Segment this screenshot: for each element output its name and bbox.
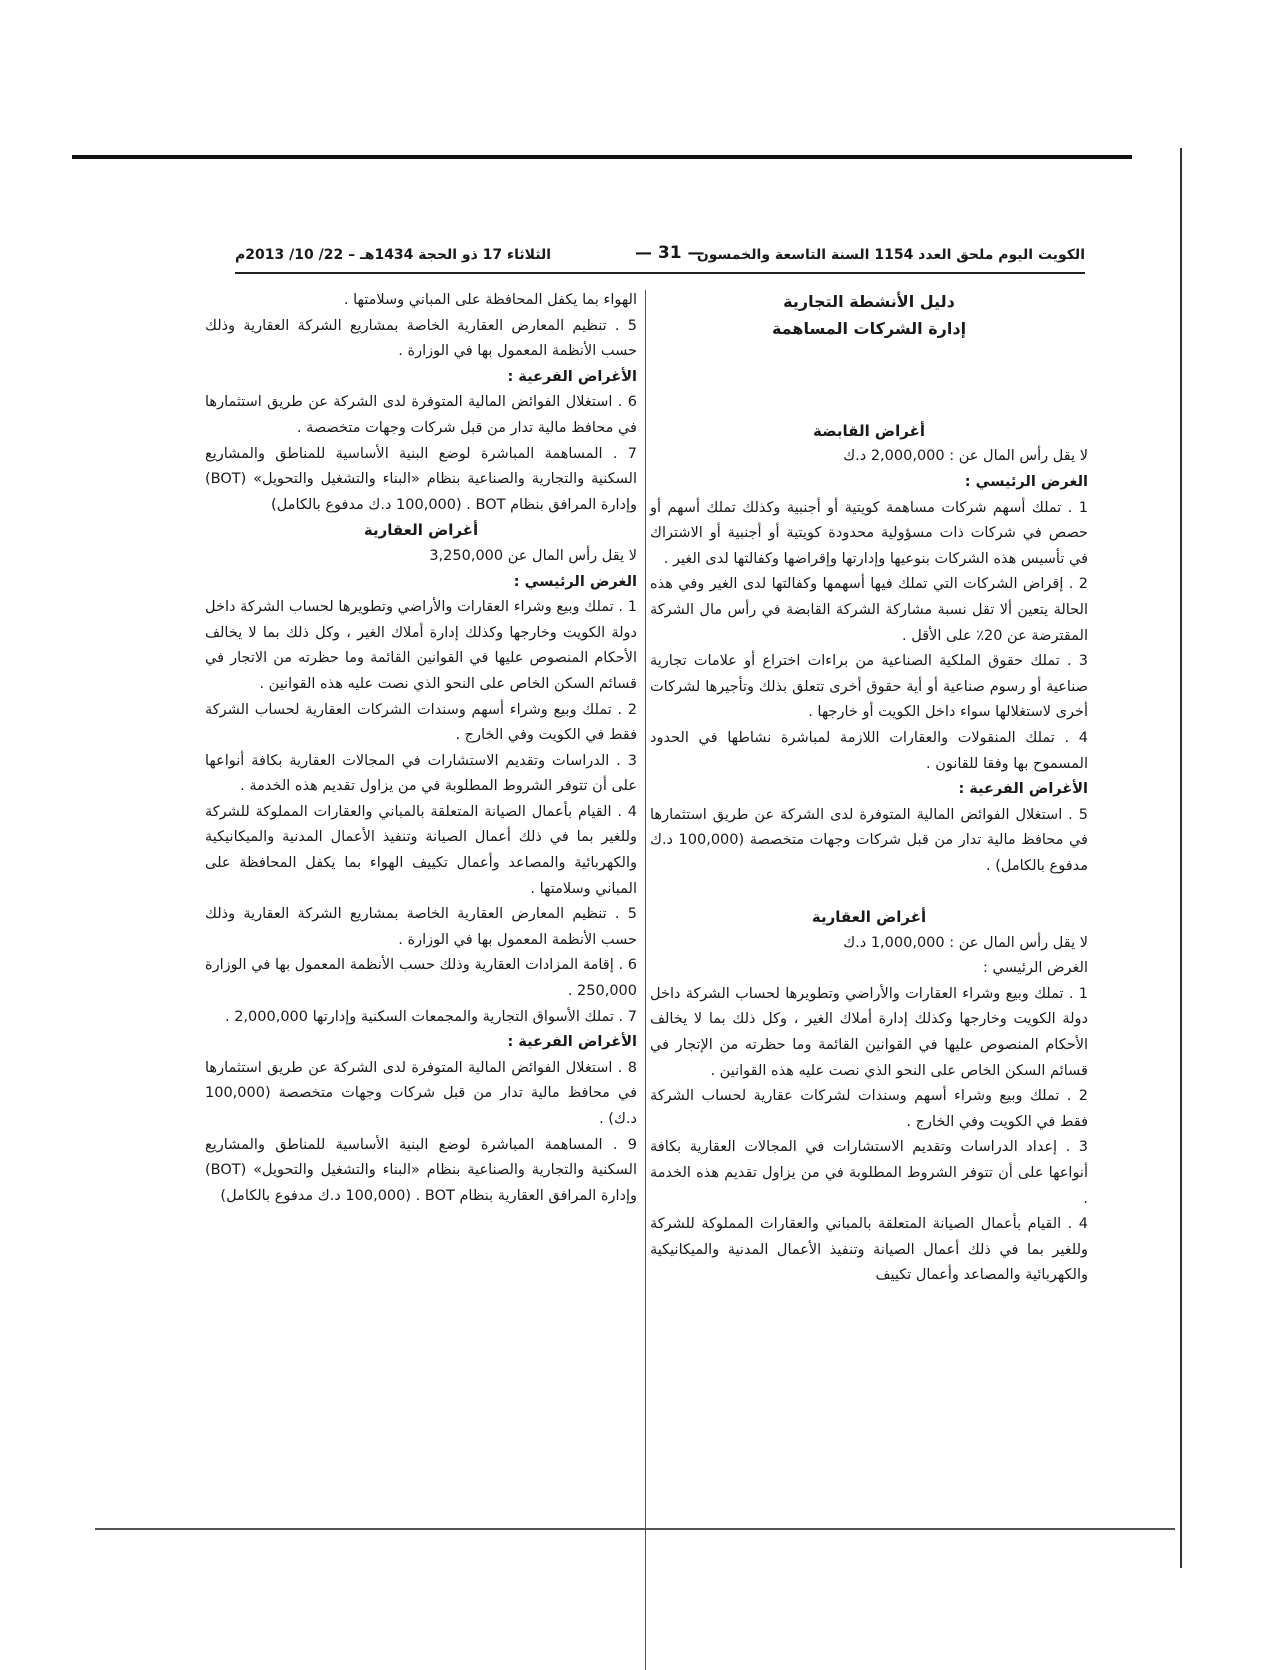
sub-purposes-heading: الأغراض الفرعية : — [507, 368, 637, 385]
list-item: 6 . استغلال الفوائض المالية المتوفرة لدى الشركة عن طريق استثمارها في محافظ مالية تدار من قبل شركات وجهات متخصصة . — [205, 394, 637, 436]
list-item: 4 . تملك المنقولات والعقارات اللازمة لمباشرة نشاطها في الحدود المسموح بها وفقا للقانون . — [650, 729, 1088, 772]
right-column — [650, 288, 1088, 1289]
section-title-holding: أغراض القابضة — [813, 421, 925, 440]
section-title-realestate: أغراض العقارية — [811, 908, 927, 927]
list-item: 3 . إعداد الدراسات وتقديم الاستشارات في المجالات العقارية بكافة أنواعها على أن تتوفر الشروط المطلوبة في من يزاول تقديم هذه الخدمة . — [650, 1139, 1088, 1207]
list-item: 5 . تنظيم المعارض العقارية الخاصة بمشاريع الشركة العقارية وذلك حسب الأنظمة المعمول بها في الوزارة . — [205, 906, 637, 948]
page-number: 31 — [657, 243, 682, 263]
list-item: 2 . إقراض الشركات التي تملك فيها أسهمها وكفالتها لدى الغير وفي هذه الحالة يتعين ألا تقل نسبة مشاركة الشركة القابضة في رأس مال الشركة المقترضة عن 20٪ على الأقل . — [650, 576, 1088, 644]
list-item: 4 . القيام بأعمال الصيانة المتعلقة بالمباني والعقارات المملوكة للشركة وللغير بما في ذلك أعمال الصيانة وتنفيذ الأعمال المدنية والميكانيكية والكهربائية والمصاعد وأعمال تكييف الهواء بما يكفل المحافظة على المباني وسلامتها . — [205, 803, 637, 897]
doc-title: دليل الأنشطة التجارية — [783, 292, 955, 311]
capital-line: لا يقل رأس المال عن 3,250,000 — [429, 547, 637, 564]
header-rule — [235, 272, 1085, 274]
left-column — [205, 288, 637, 1209]
scan-border-top — [72, 155, 1132, 159]
header-page-number: — 31 — — [635, 243, 705, 263]
capital-line: لا يقل رأس المال عن : 2,000,000 د.ك — [843, 448, 1088, 465]
main-purpose-heading: الغرض الرئيسي : — [983, 960, 1088, 977]
doc-subtitle: إدارة الشركات المساهمة — [771, 319, 967, 338]
list-item: 2 . تملك وبيع وشراء أسهم وسندات الشركات العقارية لحساب الشركة فقط في الكويت وفي الخارج . — [205, 701, 637, 744]
list-item: 7 . المساهمة المباشرة لوضع البنية الأساسية للمناطق والمشاريع السكنية والتجارية والصناعية بنظام «البناء والتشغيل والتحويل» (BOT) وإدارة المرافق بنظام BOT . (100,000 د.ك مدفوع بالكامل) — [205, 445, 637, 513]
capital-line: لا يقل رأس المال عن : 1,000,000 د.ك — [843, 934, 1088, 951]
page-header — [235, 243, 1085, 269]
header-publication: الكويت اليوم ملحق العدد 1154 السنة التاسعة والخمسون — [696, 247, 1085, 263]
header-date: الثلاثاء 17 ذو الحجة 1434هـ – 22/ 10/ 2013م — [235, 247, 552, 263]
main-purpose-heading: الغرض الرئيسي : — [964, 473, 1088, 490]
list-item: 6 . إقامة المزادات العقارية وذلك حسب الأنظمة المعمول بها في الوزارة 250,000 . — [205, 957, 637, 1000]
sub-purposes-heading: الأغراض الفرعية : — [507, 1034, 637, 1051]
list-item: 2 . تملك وبيع وشراء أسهم وسندات لشركات عقارية لحساب الشركة فقط في الكويت وفي الخارج . — [650, 1088, 1088, 1130]
list-item: 3 . تملك حقوق الملكية الصناعية من براءات اختراع أو علامات تجارية صناعية أو رسوم صناعية أو أية حقوق أخرى تتعلق بذلك وتأجيرها لشركات أخرى لاستغلالها سواء داخل الكويت أو خارجها . — [650, 653, 1088, 721]
column-divider — [645, 290, 646, 1670]
list-item: 9 . المساهمة المباشرة لوضع البنية الأساسية للمناطق والمشاريع السكنية والتجارية والصناعية بنظام «البناء والتشغيل والتحويل» (BOT) وإدارة المرافق العقارية بنظام BOT . (100,000 د.ك مدفوع بالكامل) — [205, 1136, 637, 1204]
list-item: 1 . تملك أسهم شركات مساهمة كويتية أو أجنبية وكذلك تملك أسهم أو حصص في شركات ذات مسؤولية محدودة كويتية أو أجنبية أو الاشتراك في تأسيس هذه الشركات بنوعيها وإدارتها وإقراضها وكفالتها لدى الغير . — [650, 499, 1088, 567]
sub-purposes-heading: الأغراض الفرعية : — [958, 781, 1088, 798]
main-purpose-heading: الغرض الرئيسي : — [513, 573, 637, 590]
list-item: 1 . تملك وبيع وشراء العقارات والأراضي وتطويرها لحساب الشركة داخل دولة الكويت وخارجها وكذلك إدارة أملاك الغير ، وكل ذلك بما لا يخالف الأحكام المنصوص عليها في القوانين القائمة وما حظرته من الاتجار في قسائم السكن الخاص على النحو الذي نصت عليه هذه القوانين . — [205, 599, 637, 692]
list-item: 3 . الدراسات وتقديم الاستشارات في المجالات العقارية بكافة أنواعها على أن تتوفر الشروط المطلوبة في من يزاول تقديم هذه الخدمة . — [205, 752, 637, 795]
list-item: 5 . تنظيم المعارض العقارية الخاصة بمشاريع الشركة العقارية وذلك حسب الأنظمة المعمول بها في الوزارة . — [205, 317, 637, 360]
section-title-realestate: أغراض العقارية — [363, 521, 479, 540]
list-item: 4 . القيام بأعمال الصيانة المتعلقة بالمباني والعقارات المملوكة للشركة وللغير بما في ذلك أعمال الصيانة وتنفيذ الأعمال المدنية والميكانيكية والكهربائية والمصاعد وأعمال تكييف — [650, 1216, 1088, 1284]
continued-text: الهواء بما يكفل المحافظة على المباني وسلامتها . — [343, 292, 637, 308]
scan-border-bottom — [95, 1528, 1175, 1530]
list-item: 8 . استغلال الفوائض المالية المتوفرة لدى الشركة عن طريق استثمارها في محافظ مالية تدار من قبل شركات وجهات متخصصة (100,000 د.ك) . — [205, 1059, 637, 1127]
list-item: 5 . استغلال الفوائض المالية المتوفرة لدى الشركة عن طريق استثمارها في محافظ مالية تدار من قبل شركات وجهات متخصصة (100,000 د.ك مدفوع بالكامل) . — [650, 806, 1088, 874]
scan-border-right — [1180, 148, 1182, 1568]
list-item: 1 . تملك وبيع وشراء العقارات والأراضي وتطويرها لحساب الشركة داخل دولة الكويت وخارجها وكذلك إدارة أملاك الغير ، وكل ذلك بما لا يخالف الأحكام المنصوص عليها في القوانين القائمة وما حظرته من الإتجار في قسائم السكن الخاص على النحو الذي نصت عليه هذه القوانين . — [650, 985, 1088, 1079]
list-item: 7 . تملك الأسواق التجارية والمجمعات السكنية وإدارتها 2,000,000 . — [224, 1008, 637, 1025]
